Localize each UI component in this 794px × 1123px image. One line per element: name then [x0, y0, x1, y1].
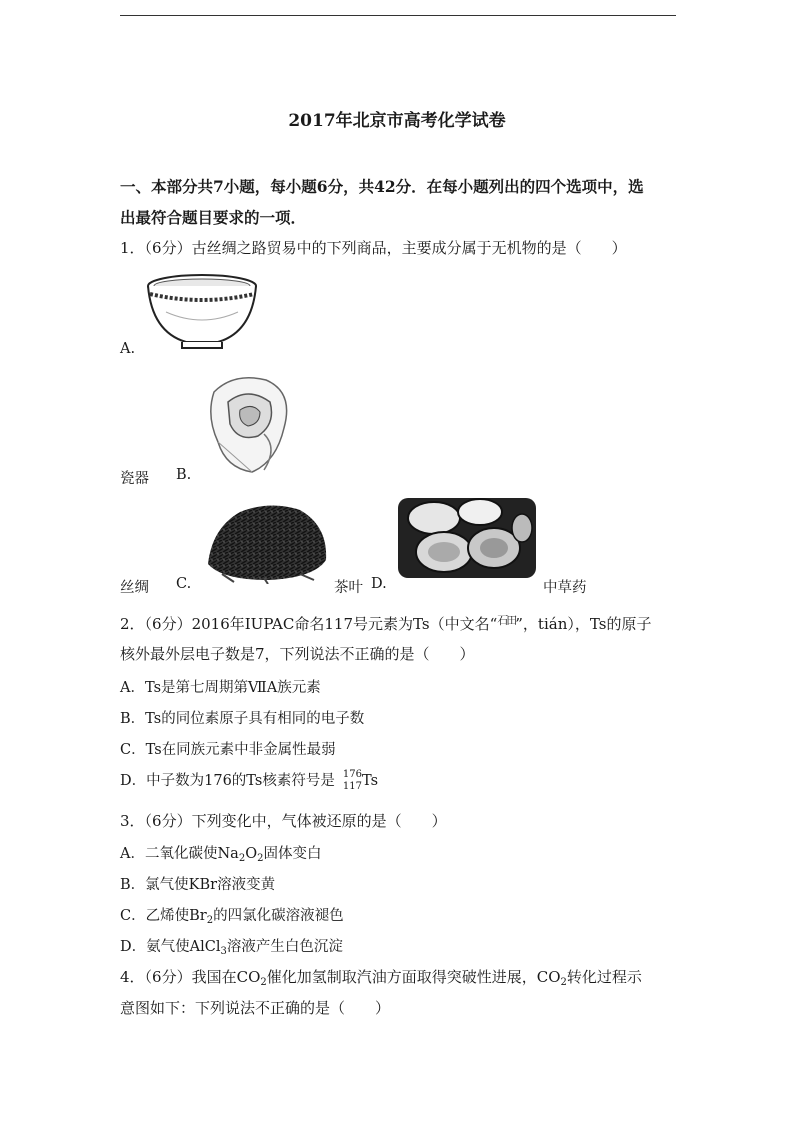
q4-sub-2: 2: [560, 977, 567, 988]
q4-text-b: 催化加氢制取汽油方面取得突破性进展，: [266, 968, 537, 986]
tea-leaves-image: [204, 498, 332, 584]
q3-d-chem: AlCl: [189, 939, 221, 955]
q3-a-chem2: O: [245, 846, 258, 862]
question-2-line1: [120, 612, 651, 634]
header-rule: [120, 15, 676, 16]
q3-a-sub1: 2: [238, 853, 246, 864]
q4-text-c: 转化过程示: [566, 968, 642, 986]
question-4-line1: [120, 966, 642, 988]
q3-d-post: 溶液产生白色沉淀: [226, 939, 343, 955]
silk-image: [204, 372, 296, 476]
element-symbol: Ts: [361, 772, 379, 789]
question-4-line2: 意图如下：下列说法不正确的是（ ）: [120, 999, 391, 1017]
q2-option-b: B．Ts的同位素原子具有相同的电子数: [120, 711, 365, 727]
q1-caption-d: 中草药: [543, 580, 587, 596]
q3-a-sub2: 2: [257, 853, 264, 864]
atomic-number: 117: [342, 781, 362, 792]
q2-option-a: A．Ts是第七周期第ⅦA族元素: [120, 680, 321, 696]
q1-caption-c: 茶叶: [334, 580, 363, 596]
page-title: 2017年北京市高考化学试卷: [288, 111, 506, 131]
tian-character: 石田: [497, 614, 516, 627]
q4-sub-1: 2: [260, 977, 267, 988]
herbal-medicine-image: [396, 492, 538, 582]
q3-d-pre: D．氨气使: [120, 939, 190, 955]
q3-option-c: [120, 904, 344, 926]
q3-c-sub: 2: [206, 915, 214, 926]
q4-text-a: 4．（6分）我国在: [120, 968, 237, 986]
q4-co-2: CO: [536, 968, 561, 986]
q3-a-pre: A．二氧化碳使: [120, 846, 218, 862]
q2-option-d-text: D．中子数为176的Ts核素符号是: [120, 773, 335, 789]
q3-option-a: [120, 842, 321, 864]
mass-number: 176: [342, 769, 362, 780]
q1-caption-b: 丝绸: [120, 580, 149, 596]
nuclide-symbol: [343, 769, 378, 793]
q3-d-sub: 3: [220, 946, 227, 957]
q3-c-post: 的四氯化碳溶液褪色: [213, 908, 344, 924]
q1-caption-a: 瓷器: [120, 471, 149, 487]
section-heading-line1: 一、本部分共7小题，每小题6分，共42分．在每小题列出的四个选项中，选: [120, 177, 644, 196]
q2-text-b: ”，tián），Ts的原子: [515, 615, 652, 633]
q3-c-pre: C．乙烯使: [120, 908, 190, 924]
q1-label-b: B.: [176, 467, 192, 483]
q1-label-c: C.: [176, 576, 192, 592]
q3-c-chem: Br: [189, 908, 207, 924]
q3-option-d: [120, 935, 343, 957]
q3-a-post: 固体变白: [263, 846, 322, 862]
section-heading-line2: 出最符合题目要求的一项．: [120, 208, 307, 227]
q3-option-b: B．氯气使KBr溶液变黄: [120, 877, 276, 893]
q1-label-a: A.: [120, 341, 136, 357]
q2-option-c: C．Ts在同族元素中非金属性最弱: [120, 742, 336, 758]
q4-co-1: CO: [236, 968, 261, 986]
porcelain-bowl-image: [146, 272, 258, 354]
q3-a-chem1: Na: [217, 846, 239, 862]
question-2-line2: 核外最外层电子数是7，下列说法不正确的是（ ）: [120, 645, 475, 663]
question-3-stem: 3．（6分）下列变化中，气体被还原的是（ ）: [120, 812, 447, 830]
q2-option-d: [120, 769, 378, 793]
q1-label-d: D.: [371, 576, 387, 592]
question-1-stem: 1．（6分）古丝绸之路贸易中的下列商品，主要成分属于无机物的是（ ）: [120, 239, 627, 257]
q2-text-a: 2．（6分）2016年IUPAC命名117号元素为Ts（中文名“: [120, 615, 498, 633]
